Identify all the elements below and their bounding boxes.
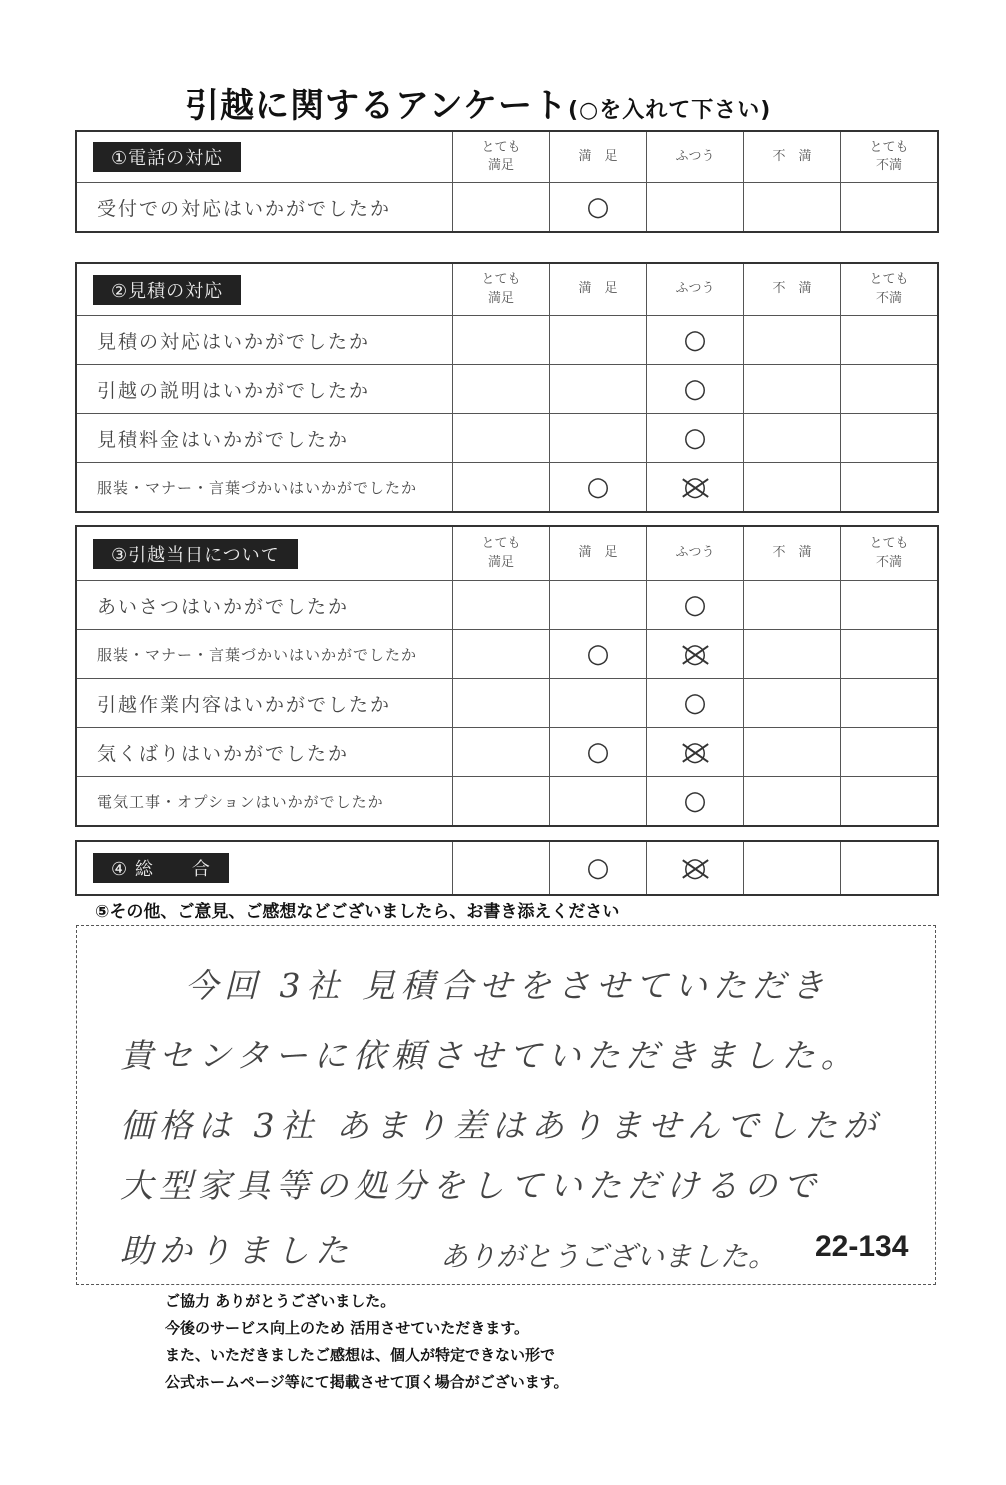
scale-header: 満 足 [549, 132, 646, 182]
question-row [77, 413, 937, 462]
rating-cell[interactable] [840, 581, 937, 629]
rating-cell[interactable] [452, 630, 549, 678]
question-text: 受付での対応はいかがでしたか [97, 197, 392, 220]
section-header-cell [77, 527, 452, 580]
rating-cell[interactable] [646, 183, 743, 231]
question-text: 服装・マナー・言葉づかいはいかがでしたか [97, 478, 418, 497]
rating-cell[interactable] [452, 316, 549, 364]
question-text: 引越の説明はいかがでしたか [97, 379, 371, 402]
section-header-row [77, 264, 937, 315]
circle-mark: ○ [683, 589, 707, 620]
question-text: 服装・マナー・言葉づかいはいかがでしたか [97, 645, 418, 664]
question-row [77, 678, 937, 727]
footer-line: 公式ホームページ等にて掲載させて頂く場合がございます。 [165, 1373, 569, 1391]
rating-cell[interactable] [646, 463, 743, 511]
question-text: 見積料金はいかがでしたか [97, 428, 350, 451]
survey-title-note: (○を入れて下さい) [567, 98, 772, 123]
rating-cell[interactable] [549, 630, 646, 678]
scale-header: ふつう [646, 264, 743, 315]
section-header-cell [77, 842, 452, 894]
rating-cell[interactable] [646, 777, 743, 825]
rating-cell[interactable] [646, 842, 743, 894]
question-row [77, 462, 937, 511]
rating-cell[interactable] [549, 581, 646, 629]
circle-mark: ○ [586, 471, 610, 502]
rating-cell[interactable] [840, 316, 937, 364]
crossed-out-mark: ○ [684, 636, 707, 672]
survey-code: 22-134 [815, 1230, 909, 1263]
rating-cell[interactable] [452, 581, 549, 629]
handwritten-thanks: ありがとうございました。 [440, 1240, 777, 1273]
rating-cell[interactable] [549, 316, 646, 364]
rating-cell[interactable] [549, 183, 646, 231]
survey-title-text: 引越に関するアンケート [185, 86, 568, 126]
handwritten-comment-line: 助かりました [120, 1231, 354, 1270]
rating-cell[interactable] [840, 414, 937, 462]
footer-line: また、いただきましたご感想は、個人が特定できない形で [165, 1346, 556, 1364]
rating-cell[interactable] [646, 728, 743, 776]
section-header: ④ 総 合 [93, 853, 229, 883]
scale-header: とても 不満 [840, 264, 937, 315]
question-text: 見積の対応はいかがでしたか [97, 330, 371, 353]
survey-section [75, 130, 939, 233]
rating-cell[interactable] [840, 777, 937, 825]
rating-cell[interactable] [743, 316, 840, 364]
rating-cell[interactable] [743, 679, 840, 727]
rating-cell[interactable] [549, 414, 646, 462]
question-row [77, 580, 937, 629]
rating-cell[interactable] [452, 777, 549, 825]
rating-cell[interactable] [743, 463, 840, 511]
scale-header: とても 満足 [452, 264, 549, 315]
rating-cell[interactable] [743, 581, 840, 629]
section-header-cell [77, 132, 452, 182]
survey-title [185, 78, 771, 127]
section-header: ②見積の対応 [93, 275, 241, 305]
scale-header: 満 足 [549, 264, 646, 315]
survey-section [75, 525, 939, 827]
rating-cell[interactable] [549, 777, 646, 825]
rating-cell[interactable] [452, 183, 549, 231]
circle-mark: ○ [586, 736, 610, 767]
rating-cell[interactable] [452, 679, 549, 727]
scale-header: ふつう [646, 527, 743, 580]
other-comments-label: ⑤その他、ご意見、ご感想などございましたら、お書き添えください [95, 902, 620, 922]
rating-cell[interactable] [743, 728, 840, 776]
rating-cell[interactable] [549, 679, 646, 727]
rating-cell[interactable] [743, 630, 840, 678]
rating-cell[interactable] [840, 842, 937, 894]
circle-mark: ○ [683, 785, 707, 816]
question-text: あいさつはいかがでしたか [97, 595, 350, 618]
circle-mark: ○ [683, 373, 707, 404]
question-text: 引越作業内容はいかがでしたか [97, 693, 392, 716]
rating-cell[interactable] [840, 679, 937, 727]
rating-cell[interactable] [743, 183, 840, 231]
section-header: ③引越当日について [93, 539, 298, 569]
handwritten-comment-line: 価格は 3社 あまり差はありませんでしたが [120, 1106, 882, 1145]
section-header-cell [77, 264, 452, 315]
section-header: ①電話の対応 [93, 142, 241, 172]
scale-header: とても 満足 [452, 132, 549, 182]
handwritten-comment-line: 大型家具等の処分をしていただけるので [120, 1166, 822, 1205]
rating-cell[interactable] [646, 365, 743, 413]
rating-cell[interactable] [452, 463, 549, 511]
rating-cell[interactable] [549, 842, 646, 894]
question-text: 電気工事・オプションはいかがでしたか [97, 792, 384, 811]
rating-cell[interactable] [840, 728, 937, 776]
rating-cell[interactable] [743, 777, 840, 825]
question-row [77, 364, 937, 413]
question-row [77, 315, 937, 364]
footer-line: ご協力 ありがとうございました。 [165, 1292, 396, 1310]
footer-line: 今後のサービス向上のため 活用させていただきます。 [165, 1319, 530, 1337]
circle-mark: ○ [683, 687, 707, 718]
rating-cell[interactable] [452, 414, 549, 462]
circle-mark: ○ [586, 191, 610, 222]
rating-cell[interactable] [646, 581, 743, 629]
rating-cell[interactable] [743, 414, 840, 462]
rating-cell[interactable] [452, 728, 549, 776]
question-row [77, 776, 937, 825]
scale-header: 満 足 [549, 527, 646, 580]
scale-header: ふつう [646, 132, 743, 182]
scale-header: 不 満 [743, 527, 840, 580]
rating-cell[interactable] [646, 316, 743, 364]
scale-header: 不 満 [743, 264, 840, 315]
circle-mark: ○ [586, 852, 610, 883]
survey-section [75, 262, 939, 513]
rating-cell[interactable] [646, 630, 743, 678]
scale-header: とても 満足 [452, 527, 549, 580]
rating-cell[interactable] [646, 679, 743, 727]
crossed-out-mark: ○ [684, 850, 707, 886]
scale-header: とても 不満 [840, 132, 937, 182]
circle-mark: ○ [683, 324, 707, 355]
rating-cell[interactable] [549, 463, 646, 511]
rating-cell[interactable] [743, 365, 840, 413]
crossed-out-mark: ○ [684, 734, 707, 770]
handwritten-comment-line: 貴センターに依頼させていただきました。 [120, 1036, 860, 1075]
rating-cell[interactable] [840, 183, 937, 231]
section-header-row [77, 527, 937, 580]
circle-mark: ○ [683, 422, 707, 453]
rating-cell[interactable] [549, 728, 646, 776]
rating-cell[interactable] [743, 842, 840, 894]
section-header-row [77, 842, 937, 894]
rating-cell[interactable] [549, 365, 646, 413]
rating-cell[interactable] [840, 463, 937, 511]
question-row [77, 182, 937, 231]
crossed-out-mark: ○ [684, 469, 707, 505]
rating-cell[interactable] [840, 365, 937, 413]
section-header-row [77, 132, 937, 182]
question-row [77, 727, 937, 776]
rating-cell[interactable] [452, 365, 549, 413]
question-text: 気くばりはいかがでしたか [97, 742, 350, 765]
survey-section [75, 840, 939, 896]
scale-header: 不 満 [743, 132, 840, 182]
scale-header: とても 不満 [840, 527, 937, 580]
rating-cell[interactable] [840, 630, 937, 678]
handwritten-comment-line: 今回 3社 見積合せをさせていただき [185, 966, 830, 1005]
question-row [77, 629, 937, 678]
circle-mark: ○ [586, 638, 610, 669]
rating-cell[interactable] [646, 414, 743, 462]
rating-cell[interactable] [452, 842, 549, 894]
